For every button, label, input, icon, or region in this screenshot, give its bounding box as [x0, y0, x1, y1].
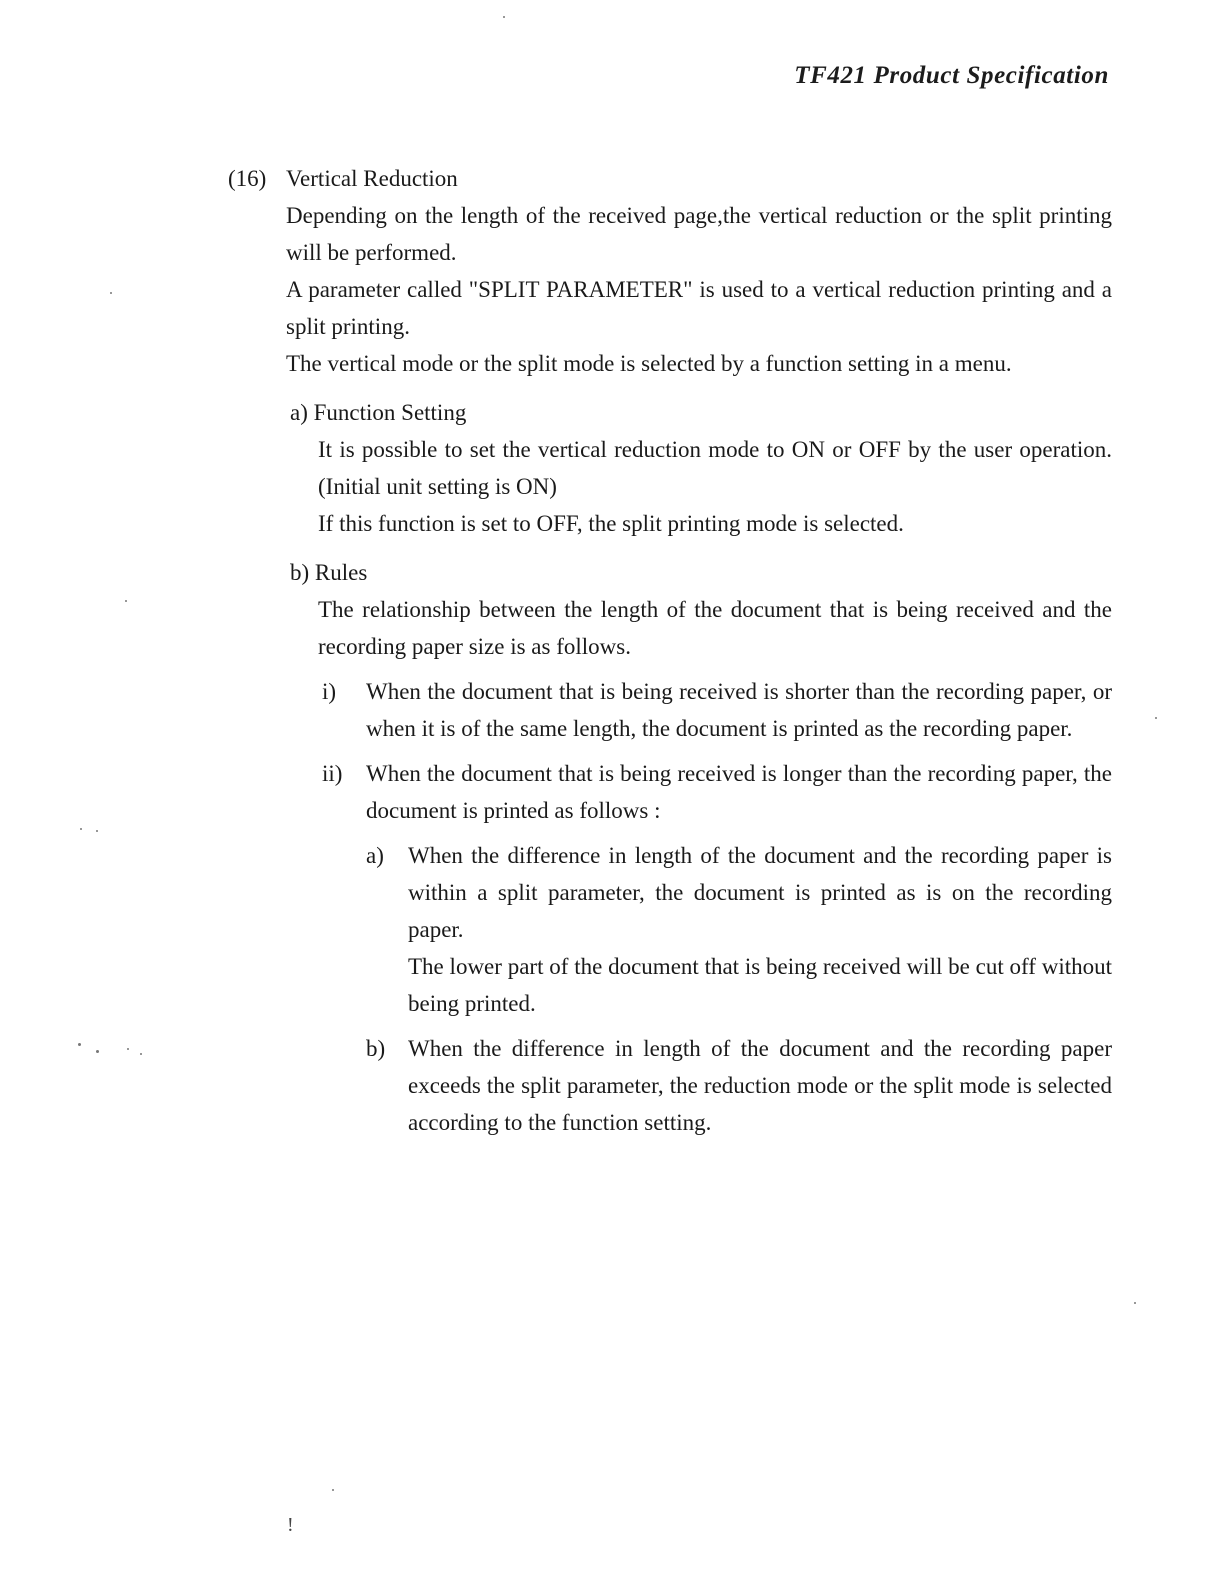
section-body	[286, 197, 1112, 382]
rule-item-text	[366, 673, 1112, 747]
rule-subitem-paragraph: When the difference in length of the document and the recording paper exceeds the split parameter, the reduction mode or the split mode is selected according to the function setting.	[408, 1036, 1112, 1135]
rules-body	[318, 591, 1112, 665]
section-paragraph: Depending on the length of the received page,the vertical reduction or the split printing will be performed.	[286, 203, 1112, 265]
section-title: Vertical Reduction	[286, 166, 458, 191]
rule-subitem-paragraph: The lower part of the document that is being received will be cut off without being printed.	[408, 954, 1112, 1016]
section-paragraph: A parameter called "SPLIT PARAMETER" is used to a vertical reduction printing and a split printing.	[286, 277, 1112, 339]
scan-speck	[110, 292, 112, 294]
rules-subsection	[290, 554, 1112, 1141]
scan-speck	[1134, 1302, 1136, 1304]
function-setting-subsection	[290, 394, 1112, 542]
rule-item-paragraph: When the document that is being received is shorter than the recording paper, or when it is of the same length, the document is printed as the recording paper.	[366, 679, 1112, 741]
rule-subitem-number: a)	[366, 843, 384, 868]
page-header: TF421 Product Specification	[794, 62, 1109, 89]
rule-subitem-number: b)	[366, 1036, 386, 1061]
function-setting-body	[318, 431, 1112, 542]
scan-speck	[78, 1043, 81, 1046]
scan-speck	[125, 600, 127, 602]
rule-subitem	[366, 837, 1112, 1022]
scan-speck	[332, 1489, 334, 1491]
scan-speck	[1155, 717, 1157, 719]
rule-item-number: ii)	[322, 761, 343, 786]
rule-item	[322, 673, 1112, 747]
rule-subitem	[366, 1030, 1112, 1141]
scan-speck	[127, 1048, 129, 1050]
rules-intro: The relationship between the length of the document that is being received and the recording paper size is as follows.	[318, 597, 1112, 659]
function-setting-paragraph: It is possible to set the vertical reduction mode to ON or OFF by the user operation. (Initial unit setting is ON)	[318, 437, 1112, 499]
scan-speck	[140, 1053, 142, 1055]
scan-speck	[503, 16, 505, 18]
scan-speck	[96, 830, 98, 832]
scan-speck	[80, 828, 82, 830]
rule-item-paragraph: When the document that is being received is longer than the recording paper, the document is printed as follows :	[366, 761, 1112, 823]
footer-mark: !	[287, 1514, 294, 1536]
function-setting-heading: a) Function Setting	[290, 400, 467, 425]
rule-item	[322, 755, 1112, 1141]
function-setting-paragraph: If this function is set to OFF, the split printing mode is selected.	[318, 511, 904, 536]
rule-item-number: i)	[322, 679, 337, 704]
section-heading	[228, 160, 1112, 197]
section-vertical-reduction	[228, 160, 1112, 1141]
rule-subitem-paragraph: When the difference in length of the document and the recording paper is within a split parameter, the document is printed as is on the recording paper.	[408, 843, 1112, 942]
rule-subitem-text	[408, 1030, 1112, 1141]
section-paragraph: The vertical mode or the split mode is selected by a function setting in a menu.	[286, 351, 1012, 376]
section-number: (16)	[228, 166, 267, 191]
scan-speck	[96, 1050, 99, 1053]
rule-item-text	[366, 755, 1112, 1141]
rule-subitem-text	[408, 837, 1112, 1022]
rules-heading: b) Rules	[290, 560, 368, 585]
